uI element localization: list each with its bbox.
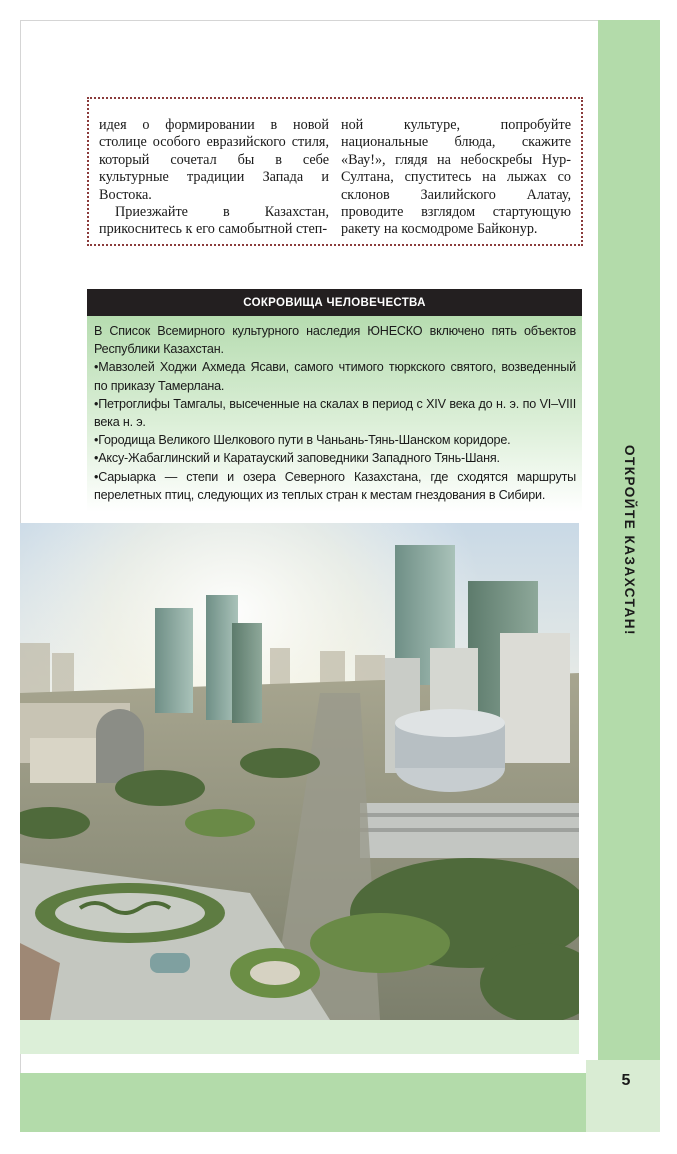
page-number: 5 — [621, 1072, 631, 1089]
intro-column-right — [341, 117, 571, 239]
treasures-item: •Аксу-Жабаглинский и Каратауский заповедники Западного Тянь-Шаня. — [94, 451, 500, 466]
side-title-container — [598, 20, 660, 1060]
side-title: ОТКРОЙТЕ КАЗАХСТАН! — [621, 444, 637, 636]
photo-bottom-strip — [20, 1020, 579, 1054]
treasures-box — [87, 316, 582, 512]
intro-right-paragraph-1: ной культуре, попробуйте национальные блюда, скажите «Вау!», глядя на небоскребы Нур-Султана, спуститесь на лыжах со склонов Заилийского Алатау, проводите взглядом стартующую ракету на космодроме Байконур. — [341, 117, 571, 238]
treasures-intro: В Список Всемирного культурного наследия ЮНЕСКО включено пять объектов Республики Казахстан. — [94, 324, 576, 357]
treasures-title: СОКРОВИЩА ЧЕЛОВЕЧЕСТВА — [243, 296, 426, 309]
intro-column-left — [99, 117, 329, 239]
treasures-text — [94, 322, 576, 504]
city-photo — [20, 523, 579, 1020]
city-skyline-illustration — [20, 523, 579, 1020]
treasures-header — [87, 289, 582, 316]
page-number-box — [586, 1060, 660, 1132]
treasures-item: •Мавзолей Ходжи Ахмеда Ясави, самого чтимого тюркского святого, возведенный по приказу Тамерлана. — [94, 360, 576, 393]
treasures-item: •Сарыарка — степи и озера Северного Казахстана, где сходятся маршруты перелетных птиц, следующих из теплых стран к местам гнездования в Сибири. — [94, 469, 576, 502]
bottom-strip — [20, 1073, 586, 1132]
intro-box — [87, 97, 583, 246]
treasures-item: •Городища Великого Шелкового пути в Чаньань-Тянь-Шанском коридоре. — [94, 433, 511, 448]
treasures-item: •Петроглифы Тамгалы, высеченные на скалах в период с XIV века до н. э. по VI–VIII века н. э. — [94, 396, 576, 430]
intro-left-paragraph-2: Приезжайте в Казахстан, прикоснитесь к его самобытной степ- — [99, 204, 329, 238]
intro-left-paragraph-1: идея о формировании в новой столице особого евразийского стиля, который сочетал бы в себе культурные традиции Запада и Востока. — [99, 117, 329, 203]
